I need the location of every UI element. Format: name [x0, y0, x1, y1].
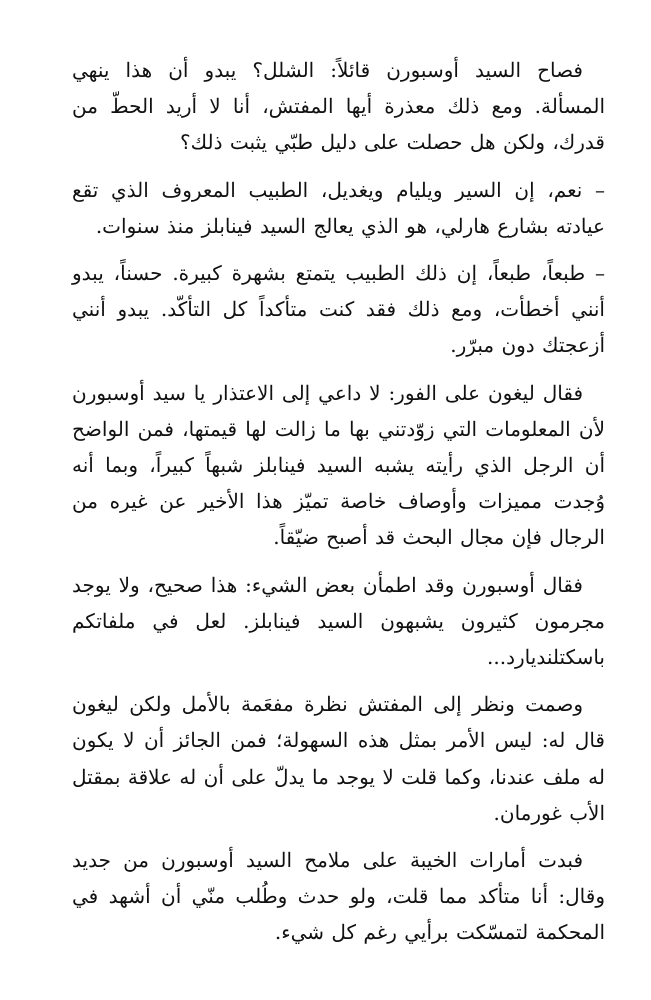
- paragraph: وصمت ونظر إلى المفتش نظرة مفعَمة بالأمل ولكن ليغون قال له: ليس الأمر بمثل هذه السهولة؛ فمن الجائز أن لا يكون له ملف عندنا، وكما قلت لا يوجد ما يدلّ على أن له علاقة بمقتل الأب غورمان.: [72, 692, 605, 825]
- dialogue-paragraph: – نعم، إن السير ويليام ويغديل، الطبيب المعروف الذي تقع عيادته بشارع هارلي، هو الذي يعالج السيد فينابلز منذ سنوات.: [72, 177, 605, 238]
- paragraph: فقال ليغون على الفور: لا داعي إلى الاعتذار يا سيد أوسبورن لأن المعلومات التي زوّدتني بها ما زالت لها قيمتها، فمن الواضح أن الرجل الذي رأيته يشبه السيد فينابلز شبهاً كبيراً، وبما أنه وُجدت مميزات وأوصاف خاصة تميّز هذا الأخير عن غيره من الرجال فإن مجال البحث قد أصبح ضيّقاً.: [72, 380, 605, 550]
- paragraph: فصاح السيد أوسبورن قائلاً: الشلل؟ يبدو أن هذا ينهي المسألة. ومع ذلك معذرة أيها المفتش، أنا لا أريد الحطّ من قدرك، ولكن هل حصلت على دليل طبّي يثبت ذلك؟: [72, 58, 605, 155]
- dialogue-paragraph: – طبعاً، طبعاً، إن ذلك الطبيب يتمتع بشهرة كبيرة. حسناً، يبدو أنني أخطأت، ومع ذلك فقد كنت متأكداً كل التأكّد. يبدو أنني أزعجتك دون مبرّر.: [72, 261, 605, 358]
- paragraph: فقال أوسبورن وقد اطمأن بعض الشيء: هذا صحيح، ولا يوجد مجرمون كثيرون يشبهون السيد فينابلز. لعل في ملفاتكم باسكتلنديارد...: [72, 572, 605, 670]
- paragraph: فبدت أمارات الخيبة على ملامح السيد أوسبورن من جديد وقال: أنا متأكد مما قلت، ولو حدث وطُلب منّي أن أشهد في المحكمة لتمسّكت برأيي رغم كل شيء.: [72, 848, 605, 945]
